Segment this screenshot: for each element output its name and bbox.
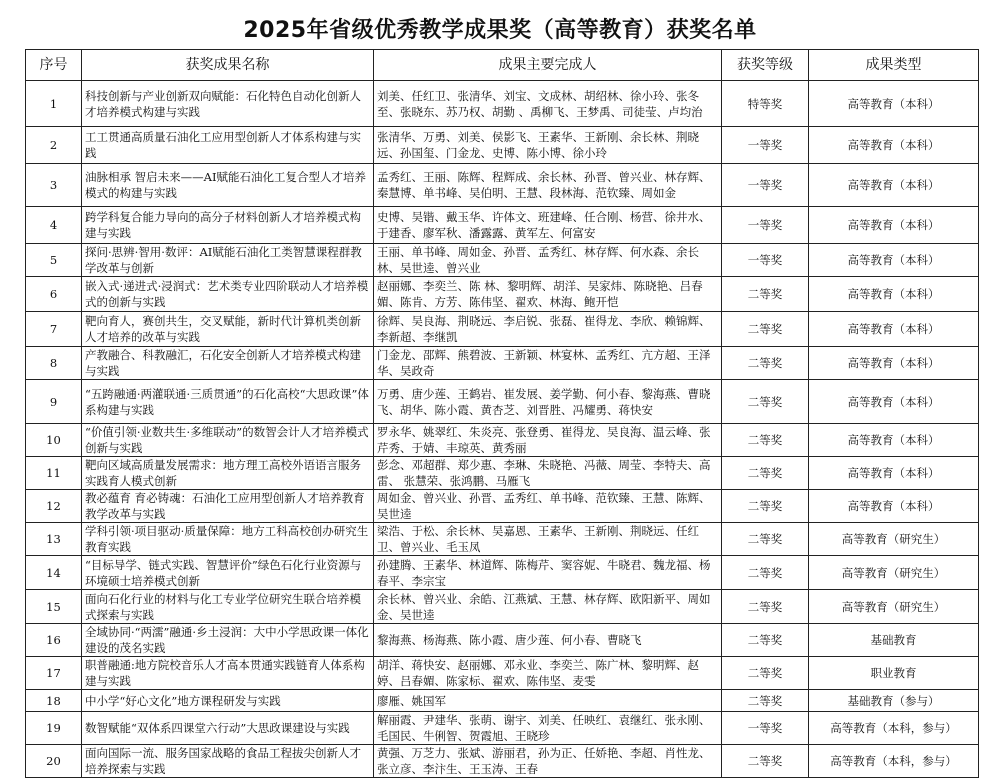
header-number: 序号 [26,50,82,81]
row-number: 18 [26,690,82,712]
achievement-type: 高等教育（本科） [809,164,979,207]
table-row [26,207,979,244]
header-achievement-type: 成果类型 [809,50,979,81]
award-level: 二等奖 [722,347,809,380]
table-row [26,347,979,380]
achievement-type: 职业教育 [809,657,979,690]
award-level: 二等奖 [722,490,809,523]
award-level: 一等奖 [722,127,809,164]
achievement-name: 面向国际一流、服务国家战略的食品工程拔尖创新人才培养探索与实践 [82,745,374,778]
achievement-name: 科技创新与产业创新双向赋能：石化特色自动化创新人才培养模式构建与实践 [82,81,374,127]
row-number: 4 [26,207,82,244]
award-level: 二等奖 [722,556,809,590]
achievement-type: 基础教育（参与） [809,690,979,712]
achievement-name: “五跨融通·两灌联通·三质贯通”的石化高校“大思政课”体系构建与实践 [82,380,374,424]
contributors: 余长林、曾兴业、余皓、江燕斌、王慧、林存辉、欧阳新平、周如金、吴世逵 [374,590,722,624]
table-row [26,745,979,778]
contributors: 张清华、万勇、刘美、侯影飞、王素华、王新刚、余长林、荆晓远、孙国玺、门金龙、史博、陈小博、徐小玲 [374,127,722,164]
achievement-name: 工工贯通高质量石油化工应用型创新人才体系构建与实践 [82,127,374,164]
contributors: 门金龙、邵辉、熊碧波、王新颖、林宴林、孟秀红、亢方超、王泽华、吴政奇 [374,347,722,380]
table-row [26,712,979,745]
page-title: 2025年省级优秀教学成果奖（高等教育）获奖名单 [243,18,757,43]
achievement-type: 高等教育（本科，参与） [809,712,979,745]
table-row [26,590,979,624]
achievement-name: “价值引领·业数共生·多维联动”的数智会计人才培养模式创新与实践 [82,424,374,457]
row-number: 2 [26,127,82,164]
achievement-name: 探问·思辨·智用·数评：AI赋能石油化工类智慧课程群教学改革与创新 [82,244,374,277]
table-row [26,312,979,347]
row-number: 9 [26,380,82,424]
achievement-name: 全域协同·“两濡”融通·乡土浸润：大中小学思政课一体化建设的茂名实践 [82,624,374,657]
table-row [26,424,979,457]
table-row [26,244,979,277]
row-number: 19 [26,712,82,745]
contributors: 王丽、单书峰、周如金、孙晋、孟秀红、林存辉、何水森、余长林、吴世逵、曾兴业 [374,244,722,277]
contributors: 孟秀红、王丽、陈辉、程辉成、余长林、孙晋、曾兴业、林存辉、秦慧博、单书峰、吴伯明、王慧、段林海、范钦臻、周如金 [374,164,722,207]
achievement-type: 高等教育（本科） [809,380,979,424]
achievement-name: 学科引领·项目驱动·质量保障：地方工科高校创办研究生教育实践 [82,523,374,556]
award-level: 二等奖 [722,657,809,690]
header-award-level: 获奖等级 [722,50,809,81]
achievement-name: 职普融通:地方院校音乐人才高本贯通实践链育人体系构建与实践 [82,657,374,690]
award-level: 二等奖 [722,424,809,457]
achievement-name: 靶向区域高质量发展需求：地方理工高校外语语言服务实践育人模式创新 [82,457,374,490]
award-level: 二等奖 [722,690,809,712]
table-row [26,624,979,657]
award-level: 二等奖 [722,624,809,657]
table-row [26,690,979,712]
table-row [26,556,979,590]
row-number: 15 [26,590,82,624]
row-number: 20 [26,745,82,778]
contributors: 梁浩、于松、余长林、吴嘉恩、王素华、王新刚、荆晓远、任红卫、曾兴业、毛玉凤 [374,523,722,556]
achievement-name: 跨学科复合能力导向的高分子材料创新人才培养模式构建与实践 [82,207,374,244]
achievement-name: 面向石化行业的材料与化工专业学位研究生联合培养模式探索与实践 [82,590,374,624]
achievement-type: 高等教育（本科） [809,457,979,490]
table-row [26,657,979,690]
table-row [26,490,979,523]
award-level: 一等奖 [722,244,809,277]
table-row [26,81,979,127]
achievement-name: “目标导学、链式实践、智慧评价”绿色石化行业资源与环境硕士培养模式创新 [82,556,374,590]
achievement-type: 高等教育（本科，参与） [809,745,979,778]
award-level: 特等奖 [722,81,809,127]
achievement-name: 数智赋能“双体系四课堂六行动”大思政课建设与实践 [82,712,374,745]
achievement-type: 高等教育（本科） [809,490,979,523]
achievement-type: 基础教育 [809,624,979,657]
award-level: 二等奖 [722,457,809,490]
row-number: 8 [26,347,82,380]
contributors: 赵丽娜、李奕兰、陈 林、黎明辉、胡洋、吴家炜、陈晓艳、吕春媚、陈肯、方芳、陈伟坚、翟欢、林海、鲍开恺 [374,277,722,312]
contributors: 孙建腾、王素华、林道辉、陈梅芹、窦容妮、牛晓君、魏龙福、杨春平、李宗宝 [374,556,722,590]
contributors: 胡洋、蒋快安、赵丽娜、邓永业、李奕兰、陈广林、黎明辉、赵婷、吕春媚、陈家标、翟欢、陈伟坚、麦雯 [374,657,722,690]
contributors: 解丽霞、尹建华、张萌、谢宇、刘美、任映红、袁继红、张永刚、毛国民、牛俐智、贺霞旭、王晓珍 [374,712,722,745]
header-contributors: 成果主要完成人 [374,50,722,81]
row-number: 11 [26,457,82,490]
row-number: 14 [26,556,82,590]
award-level: 一等奖 [722,712,809,745]
table-row [26,380,979,424]
achievement-type: 高等教育（本科） [809,424,979,457]
table-row [26,277,979,312]
achievement-name: 嵌入式·递进式·浸润式：艺术类专业四阶联动人才培养模式的创新与实践 [82,277,374,312]
row-number: 7 [26,312,82,347]
achievement-type: 高等教育（研究生） [809,523,979,556]
contributors: 徐辉、吴良海、荆晓远、李启锐、张磊、崔得龙、李欣、赖锦辉、李新超、李继凯 [374,312,722,347]
table-row [26,523,979,556]
contributors: 史博、吴锴、戴玉华、许体文、班建峰、任合刚、杨营、徐井水、于建香、廖军秋、潘露露、黄军左、何富安 [374,207,722,244]
contributors: 万勇、唐少莲、王鹤岩、崔发展、姜学勤、何小春、黎海燕、曹晓飞、胡华、陈小霞、黄杏芝、刘晋胜、冯耀勇、蒋快安 [374,380,722,424]
achievement-type: 高等教育（本科） [809,312,979,347]
awards-table [25,49,979,778]
row-number: 5 [26,244,82,277]
row-number: 17 [26,657,82,690]
achievement-name: 油脉相承 智启未来——AI赋能石油化工复合型人才培养模式的构建与实践 [82,164,374,207]
award-level: 一等奖 [722,164,809,207]
award-level: 二等奖 [722,277,809,312]
contributors: 周如金、曾兴业、孙晋、孟秀红、单书峰、范钦臻、王慧、陈辉、吴世逵 [374,490,722,523]
achievement-type: 高等教育（本科） [809,207,979,244]
contributors: 刘美、任红卫、张清华、刘宝、文成林、胡绍林、徐小玲、张冬至、张晓东、苏乃权、胡勤 、禹柳飞、王梦禹、司徒莹、卢均治 [374,81,722,127]
table-row [26,164,979,207]
achievement-name: 中小学“好心文化”地方课程研发与实践 [82,690,374,712]
achievement-type: 高等教育（研究生） [809,556,979,590]
row-number: 16 [26,624,82,657]
achievement-name: 靶向育人，赛创共生，交叉赋能，新时代计算机类创新人才培养的改革与实践 [82,312,374,347]
header-achievement-name: 获奖成果名称 [82,50,374,81]
achievement-type: 高等教育（本科） [809,277,979,312]
award-level: 二等奖 [722,380,809,424]
award-level: 二等奖 [722,523,809,556]
achievement-name: 产教融合、科教融汇，石化安全创新人才培养模式构建与实践 [82,347,374,380]
award-level: 二等奖 [722,312,809,347]
table-row [26,457,979,490]
row-number: 3 [26,164,82,207]
contributors: 罗永华、姚翠红、朱炎亮、张登勇、崔得龙、吴良海、温云峰、张芹秀、于婧、丰琼英、黄秀丽 [374,424,722,457]
row-number: 12 [26,490,82,523]
achievement-type: 高等教育（本科） [809,127,979,164]
contributors: 彭念、邓超群、郑少惠、李琳、朱晓艳、冯薇、周莹、李特夫、高雷、 张慧荣、张鸿鹏、马雁飞 [374,457,722,490]
contributors: 廖雁、姚国军 [374,690,722,712]
achievement-name: 教必蕴育 育必铸魂：石油化工应用型创新人才培养教育教学改革与实践 [82,490,374,523]
achievement-type: 高等教育（本科） [809,347,979,380]
table-header-row [26,50,979,81]
table-row [26,127,979,164]
row-number: 1 [26,81,82,127]
achievement-type: 高等教育（本科） [809,244,979,277]
award-level: 二等奖 [722,745,809,778]
row-number: 13 [26,523,82,556]
row-number: 6 [26,277,82,312]
award-level: 二等奖 [722,590,809,624]
row-number: 10 [26,424,82,457]
contributors: 黄强、万芝力、张斌、游丽君，孙为正、任娇艳、李超、肖性龙、张立彦、李汴生、王玉涛、王春 [374,745,722,778]
contributors: 黎海燕、杨海燕、陈小霞、唐少莲、何小春、曹晓飞 [374,624,722,657]
achievement-type: 高等教育（研究生） [809,590,979,624]
award-level: 一等奖 [722,207,809,244]
achievement-type: 高等教育（本科） [809,81,979,127]
